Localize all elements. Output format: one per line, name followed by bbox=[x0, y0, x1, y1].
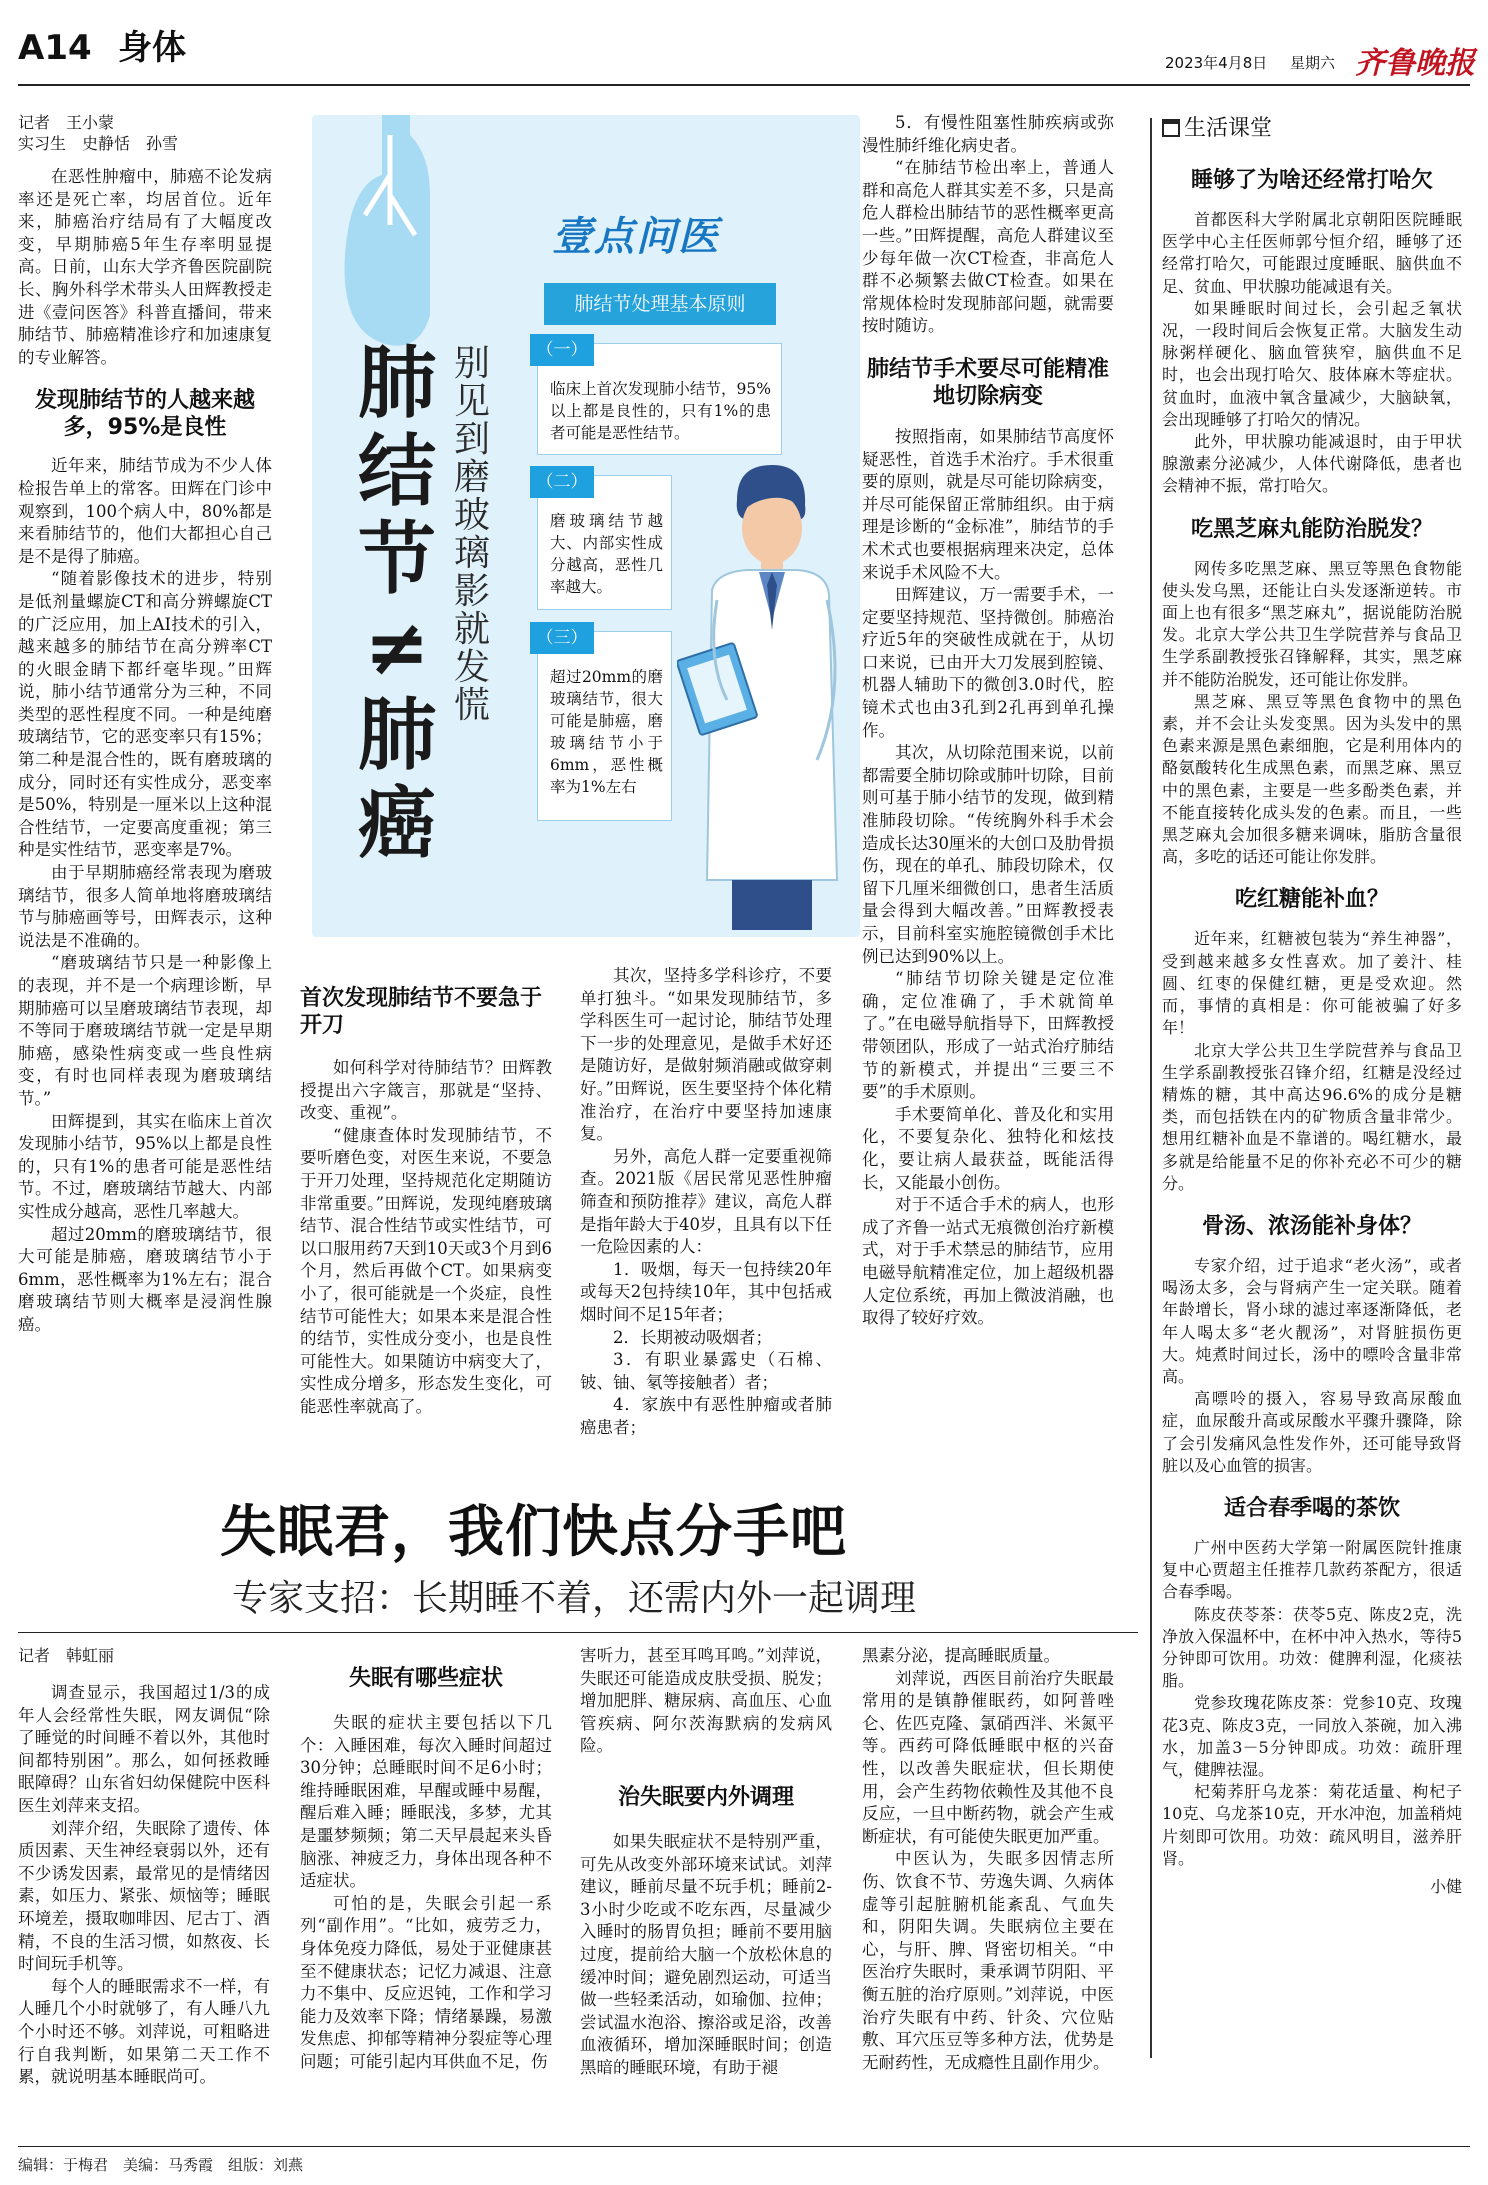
article2-column1 bbox=[18, 1645, 270, 2089]
article2-title: 失眠君，我们快点分手吧 bbox=[220, 1500, 847, 1565]
paragraph: 田辉提到，其实在临床上首次发现肺小结节，95%以上都是良性的，只有1%的患者可能是恶性结节。不过，磨玻璃结节越大、内部实性成分越高，恶性几率越大。 bbox=[18, 1111, 272, 1221]
principle-number: （一） bbox=[530, 334, 594, 366]
paragraph: 另外，高危人群一定要重视筛查。2021版《居民常见恶性肿瘤筛查和预防推荐》建议，高危人群是指年龄大于40岁，且具有以下任一危险因素的人： bbox=[580, 1146, 832, 1257]
paragraph: 专家介绍，过于追求“老火汤”，或者喝汤太多，会与肾病产生一定关联。随着年龄增长，肾小球的滤过率逐渐降低，老年人喝太多“老火靓汤”，对肾脏损伤更大。炖煮时间过长，汤中的嘌呤含量非常高。 bbox=[1162, 1255, 1462, 1386]
infographic bbox=[312, 115, 860, 937]
subhead-symptoms: 失眠有哪些症状 bbox=[348, 1666, 503, 1691]
paragraph: 中医认为，失眠多因情志所伤、饮食不节、劳逸失调、久病体虚等引起脏腑机能紊乱、气血失和，阴阳失调。失眠病位主要在心，与肝、脾、肾密切相关。“中医治疗失眠时，秉承调节阴阳、平衡五脏的治疗原则。”刘萍说，中医治疗失眠有中药、针灸、穴位贴敷、耳穴压豆等多种方法，优势是无耐药性，无成瘾性且副作用少。 bbox=[862, 1849, 1114, 2072]
article1-column4 bbox=[862, 112, 1114, 1330]
paragraph: 如果睡眠时间过长，会引起乏氧状况，一段时间后会恢复正常。大脑发生动脉粥样硬化、脑血管狭窄，脑供血不足时，也会出现打哈欠、肢体麻木等症状。贫血时，血液中氧含量减少，大脑缺氧，会出现睡够了打哈欠的情况。 bbox=[1162, 298, 1462, 429]
footer-rule bbox=[18, 2146, 1470, 2147]
paragraph: 党参玫瑰花陈皮茶：党参10克、玫瑰花3克、陈皮3克，一同放入茶碗，加入沸水，加盖3－5分钟即成。功效：疏肝理气，健脾祛湿。 bbox=[1162, 1693, 1462, 1779]
paragraph: 5．有慢性阻塞性肺疾病或弥漫性肺纤维化病史者。 bbox=[862, 113, 1114, 155]
paragraph: 刘萍介绍，失眠除了遗传、体质因素、天生神经衰弱以外，还有不少诱发因素，最常见的是情绪因素，如压力、紧张、烦恼等；睡眠环境差，摄取咖啡因、尼古丁、酒精，不良的生活习惯，如熬夜、长时间玩手机等。 bbox=[18, 1818, 270, 1974]
paragraph: 黑素分泌，提高睡眠质量。 bbox=[862, 1646, 1060, 1665]
article2-column4 bbox=[862, 1645, 1114, 2074]
infographic-title: 肺结节≠肺癌 bbox=[357, 339, 436, 869]
issue-weekday: 星期六 bbox=[1290, 54, 1336, 72]
paragraph: 1．吸烟，每天一包持续20年或每天2包持续10年，其中包括戒烟时间不足15年者； bbox=[580, 1259, 832, 1324]
paragraph: 每个人的睡眠需求不一样，有人睡几个小时就够了，有人睡八九个小时还不够。刘萍说，可粗略进行自我判断，如果第二天工作不累，就说明基本睡眠尚可。 bbox=[18, 1976, 270, 2087]
paragraph: 北京大学公共卫生学院营养与食品卫生学系副教授张召锋介绍，红糖是没经过精炼的糖，其中高达96.6%的成分是糖类，而包括铁在内的矿物质含量非常少。想用红糖补血是不靠谱的。喝红糖水，最多就是给能量不足的你补充必不可少的糖分。 bbox=[1162, 1040, 1462, 1193]
paragraph: 4．家族中有恶性肿瘤或者肺癌患者； bbox=[580, 1395, 832, 1437]
paragraph: “随着影像技术的进步，特别是低剂量螺旋CT和高分辨螺旋CT的广泛应用，加上AI技术的引入，越来越多的肺结节在高分辨率CT的火眼金睛下都纤毫毕现。”田辉说，肺小结节通常分为三种，不同类型的恶性程度不同。一种是纯磨玻璃结节，它的恶变率只有15%；第二种是混合性的，既有磨玻璃的成分，同时还有实性成分，恶变率是50%，特别是一厘米以上这种混合性结节，一定要高度重视；第三种是实性结节，恶变率是7%。 bbox=[18, 569, 272, 860]
paragraph: 近年来，红糖被包装为“养生神器”，受到越来越多女性喜欢。加了姜汁、桂圆、红枣的保健红糖，更是受欢迎。然而，事情的真相是：你可能被骗了好多年！ bbox=[1162, 929, 1462, 1038]
paragraph: 对于不适合手术的病人，也形成了齐鲁一站式无痕微创治疗新模式，对于手术禁忌的肺结节，应用电磁导航精准定位，加上超级机器人定位系统，再加上微波消融，也取得了较好疗效。 bbox=[862, 1195, 1114, 1328]
paragraph: 由于早期肺癌经常表现为磨玻璃结节，很多人简单地将磨玻璃结节与肺癌画等号，田辉表示，这种说法是不准确的。 bbox=[18, 863, 272, 950]
paragraph: 田辉建议，万一需要手术，一定要坚持规范、坚持微创。肺癌治疗近5年的突破性成就在于，从切口来说，已由开大刀发展到腔镜、机器人辅助下的微创3.0时代，腔镜术式也由3孔到2孔再到单孔操作。 bbox=[862, 585, 1114, 740]
paragraph: 按照指南，如果肺结节高度怀疑恶性，首选手术治疗。手术很重要的原则，就是尽可能切除病变，并尽可能保留正常肺组织。由于病理是诊断的“金标准”，肺结节的手术术式也要根据病理来决定，总体来说手术风险不大。 bbox=[862, 426, 1114, 582]
article2-subtitle: 专家支招：长期睡不着，还需内外一起调理 bbox=[232, 1578, 917, 1619]
lead-paragraph: 在恶性肿瘤中，肺癌不论发病率还是死亡率，均居首位。近年来，肺癌治疗结局有了大幅度改变，早期肺癌5年生存率明显提高。日前，山东大学齐鲁医院副院长、胸外科学术带头人田辉教授走进《壹问医答》科普直播间，带来肺结节、肺癌精准诊疗和加速康复的专业解答。 bbox=[18, 167, 272, 367]
issue-date: 2023年4月8日 bbox=[1165, 54, 1268, 72]
principle-item-3 bbox=[536, 628, 672, 821]
sidebar-headline: 睡够了为啥还经常打哈欠 bbox=[1190, 168, 1433, 193]
column-title-text: 生活课堂 bbox=[1184, 116, 1273, 141]
paragraph: “在肺结节检出率上，普通人群和高危人群其实差不多，只是高危人群检出肺结节的恶性概率更高一些。”田辉提醒，高危人群建议至少每年做一次CT检查，非高危人群不必频繁去做CT检查。如果在常规体检时发现肺部问题，就需要按时随访。 bbox=[862, 158, 1114, 336]
paragraph: “磨玻璃结节只是一种影像上的表现，并不是一个病理诊断，早期肺癌可以呈磨玻璃结节表现，却不等同于磨玻璃结节就一定是早期肺癌，感染性病变或一些良性病变，有时也同样表现为磨玻璃结节。” bbox=[18, 953, 272, 1108]
subhead-no-surgery: 首次发现肺结节不要急于开刀 bbox=[300, 986, 543, 1038]
article2-column3 bbox=[580, 1645, 832, 2080]
editor-credits: 编辑：于梅君 美编：马秀霞 组版：刘燕 bbox=[18, 2156, 304, 2174]
principle-number: （二） bbox=[530, 466, 594, 498]
subhead-treatment: 治失眠要内外调理 bbox=[617, 1784, 794, 1810]
byline-reporter: 记者 王小蒙 bbox=[18, 113, 115, 132]
principle-item-2 bbox=[536, 472, 672, 610]
paragraph: 害听力，甚至耳鸣耳鸣。”刘萍说，失眠还可能造成皮肤受损、脱发；增加肥胖、糖尿病、高血压、心血管疾病、阿尔茨海默病的发病风险。 bbox=[580, 1646, 832, 1756]
article1-column3 bbox=[580, 965, 832, 1439]
paragraph: 如果失眠症状不是特别严重，可先从改变外部环境来试试。刘萍建议，睡前尽量不玩手机；睡前2-3小时少吃或不吃东西，尽量减少入睡时的肠胃负担；睡前不要用脑过度，提前给大脑一个放松休息的缓冲时间；避免剧烈运动，可适当做一些轻柔活动，如瑜伽、拉伸；尝试温水泡浴、擦浴或足浴，改善血液循环，增加深睡眠时间；创造黑暗的睡眠环境，有助于褪 bbox=[580, 1831, 832, 2077]
paragraph: 可怕的是，失眠会引起一系列“副作用”。“比如，疲劳乏力，身体免疫力降低，易处于亚健康甚至不健康状态；记忆力减退、注意力不集中、反应迟钝，工作和学习能力及效率下降；情绪暴躁，易激发焦虑、抑郁等精神分裂症等心理问题；可能引起内耳供血不足，伤 bbox=[300, 1893, 552, 2071]
sidebar-headline: 吃红糖能补血？ bbox=[1234, 887, 1389, 913]
paragraph: 3．有职业暴露史（石棉、铍、铀、氡等接触者）者； bbox=[580, 1350, 832, 1392]
column-icon bbox=[1162, 119, 1180, 137]
paragraph: 此外，甲状腺功能减退时，由于甲状腺激素分泌减少，人体代谢降低，患者也会精神不振，常打哈欠。 bbox=[1162, 432, 1462, 496]
article2-rule bbox=[18, 1632, 1138, 1633]
byline-interns: 实习生 史静恬 孙雪 bbox=[18, 134, 179, 153]
sidebar-signature: 小健 bbox=[1429, 1877, 1462, 1896]
principle-text: 超过20mm的磨玻璃结节，很大可能是肺癌，磨玻璃结节小于6mm，恶性概率为1%左右 bbox=[550, 668, 663, 796]
paragraph: 调查显示，我国超过1/3的成年人会经常性失眠，网友调侃“除了睡觉的时间睡不着以外，其他时间都特别困”。那么，如何拯救睡眠障碍？山东省妇幼保健院中医科医生刘萍来支招。 bbox=[18, 1683, 270, 1815]
lung-illustration bbox=[320, 115, 490, 355]
sidebar-section bbox=[1162, 167, 1462, 498]
principles-banner: 肺结节处理基本原则 bbox=[544, 283, 776, 325]
sidebar-headline: 吃黑芝麻丸能防治脱发？ bbox=[1190, 516, 1433, 542]
paragraph: 超过20mm的磨玻璃结节，很大可能是肺癌，磨玻璃结节小于6mm，恶性概率为1%左右；混合磨玻璃结节则大概率是浸润性腺癌。 bbox=[18, 1224, 272, 1334]
sidebar bbox=[1162, 115, 1462, 1897]
column-logo: 壹点问医 bbox=[552, 214, 720, 260]
header-rule bbox=[18, 84, 1470, 86]
subhead-benign: 发现肺结节的人越来越多，95%是良性 bbox=[34, 388, 255, 441]
article2-column2 bbox=[300, 1665, 552, 2074]
sidebar-headline: 骨汤、浓汤能补身体？ bbox=[1201, 1213, 1422, 1239]
paragraph: 其次，坚持多学科诊疗，不要单打独斗。“如果发现肺结节，多学科医生可一起讨论，肺结节处理下一步的处理意见，是做手术好还是随访好，是做射频消融或做穿刺好。”田辉说，医生要坚持个体化精准治疗，在治疗中要坚持加速康复。 bbox=[580, 966, 832, 1144]
page-number: A14 bbox=[18, 28, 92, 68]
paragraph: 陈皮茯苓茶：茯苓5克、陈皮2克，洗净放入保温杯中，在杯中冲入热水，等待5分钟即可饮用。功效：健脾利湿，化痰祛脂。 bbox=[1162, 1604, 1462, 1691]
byline-reporter: 记者 韩虹丽 bbox=[18, 1646, 115, 1665]
principle-text: 临床上首次发现肺小结节，95%以上都是良性的，只有1%的患者可能是恶性结节。 bbox=[550, 380, 771, 442]
sidebar-column-title bbox=[1162, 115, 1462, 143]
paragraph: 杞菊荞肝乌龙茶：菊花适量、枸杞子10克、乌龙茶10克，开水冲泡，加盖稍炖片刻即可饮用。功效：疏风明目，滋养肝肾。 bbox=[1162, 1782, 1462, 1868]
paragraph: 黑芝麻、黑豆等黑色食物中的黑色素，并不会让头发变黑。因为头发中的黑色素来源是黑色素细胞，它是利用体内的酪氨酸转化生成黑色素，而黑芝麻、黑豆中的黑色素，主要是一些多酚类色素，并不能直接转化成头发的色素。而且，一些黑芝麻丸会加很多糖来调味，脂肪含量很高，多吃的话还可能让你发胖。 bbox=[1162, 691, 1462, 867]
paragraph: “肺结节切除关键是定位准确，定位准确了，手术就简单了。”在电磁导航指导下，田辉教授带领团队，形成了一站式治疗肺结节的新模式，并提出“三要三不要”的手术原则。 bbox=[862, 969, 1114, 1102]
paragraph: 高嘌呤的摄入，容易导致高尿酸血症，血尿酸升高或尿酸水平骤升骤降，除了会引发痛风急性发作外，还可能导致肾脏以及心血管的损害。 bbox=[1162, 1389, 1462, 1475]
paragraph: 首都医科大学附属北京朝阳医院睡眠医学中心主任医师郭兮恒介绍，睡够了还经常打哈欠，可能跟过度睡眠、脑供血不足、贫血、甲状腺功能减退有关。 bbox=[1162, 210, 1462, 296]
subhead-precise-surgery: 肺结节手术要尽可能精准地切除病变 bbox=[866, 356, 1109, 409]
paragraph: 广州中医药大学第一附属医院针推康复中心贾超主任推荐几款药茶配方，很适合春季喝。 bbox=[1162, 1537, 1462, 1602]
sidebar-section bbox=[1162, 1213, 1462, 1477]
paragraph: 2．长期被动吸烟者； bbox=[613, 1327, 772, 1347]
infographic-subtitle: 别见到磨玻璃影就发慌 bbox=[453, 343, 490, 726]
sidebar-section bbox=[1162, 1495, 1462, 1870]
paragraph: 如何科学对待肺结节？田辉教授提出六字箴言，那就是“坚持、改变、重视”。 bbox=[300, 1058, 552, 1123]
principle-text: 磨玻璃结节越大、内部实性成分越高，恶性几率越大。 bbox=[550, 512, 663, 596]
sidebar-section bbox=[1162, 886, 1462, 1194]
paragraph: 网传多吃黑芝麻、黑豆等黑色食物能使头发乌黑，还能让白头发逐渐逆转。市面上也有很多“黑芝麻丸”，据说能防治脱发。北京大学公共卫生学院营养与食品卫生学系副教授张召锋解释，其实，黑芝麻并不能防治脱发，还可能让你发胖。 bbox=[1162, 558, 1462, 689]
principle-number: （三） bbox=[530, 622, 594, 654]
sidebar-section bbox=[1162, 516, 1462, 869]
principle-item-1 bbox=[536, 340, 782, 455]
paragraph: 近年来，肺结节成为不少人体检报告单上的常客。田辉在门诊中观察到，100个病人中，80%都是来看肺结节的，他们大都担心自己是不是得了肺癌。 bbox=[18, 456, 272, 566]
paragraph: 手术要简单化、普及化和实用化，不要复杂化、独特化和炫技化，要让病人最获益，既能活得长，又能最小创伤。 bbox=[862, 1104, 1114, 1192]
section-name: 身体 bbox=[118, 28, 186, 68]
paragraph: 刘萍说，西医目前治疗失眠最常用的是镇静催眠药，如阿普唑仑、佐匹克隆、氯硝西泮、米氮平等。西药可降低睡眠中枢的兴奋性，以改善失眠症状，但长期使用，会产生药物依赖性及其他不良反应，一旦中断药物，就会产生戒断症状，有可能使失眠更加严重。 bbox=[862, 1668, 1114, 1846]
sidebar-headline: 适合春季喝的茶饮 bbox=[1223, 1495, 1400, 1521]
doctor-illustration bbox=[677, 460, 857, 930]
newspaper-logo: 齐鲁晚报 bbox=[1355, 46, 1475, 81]
paragraph: “健康查体时发现肺结节，不要听磨色变，对医生来说，不要急于开刀处理，坚持规范化定期随访非常重要。”田辉说，发现纯磨玻璃结节、混合性结节或实性结节，可以口服用药7天到10天或3个月到6个月，然后再做个CT。如果病变小了，很可能就是一个炎症，良性结节可能性大；如果本来是混合性的结节，实性成分变小，也是良性可能性大。如果随访中病变大了，实性成分增多，形态发生变化，可能恶性率就高了。 bbox=[300, 1125, 552, 1416]
article1-column2 bbox=[300, 985, 552, 1419]
paragraph: 其次，从切除范围来说，以前都需要全肺切除或肺叶切除，目前则可基于肺小结节的发现，做到精准肺段切除。“传统胸外科手术会造成长达30厘米的大创口及肋骨损伤，现在的单孔、肺段切除术，仅留下几厘米细微创口，患者生活质量会得到大幅改善。”田辉教授表示，目前科室实施腔镜微创手术比例已达到90%以上。 bbox=[862, 743, 1114, 966]
sidebar-left-rule bbox=[1150, 118, 1152, 2058]
article1-column1 bbox=[18, 112, 272, 1337]
paragraph: 失眠的症状主要包括以下几个：入睡困难，每次入睡时间超过30分钟；总睡眠时间不足6小时；维持睡眠困难，早醒或睡中易醒，醒后难入睡；睡眠浅，多梦，尤其是噩梦频频；第二天早晨起来头昏脑涨、神疲乏力，身体出现各种不适症状。 bbox=[300, 1713, 552, 1891]
